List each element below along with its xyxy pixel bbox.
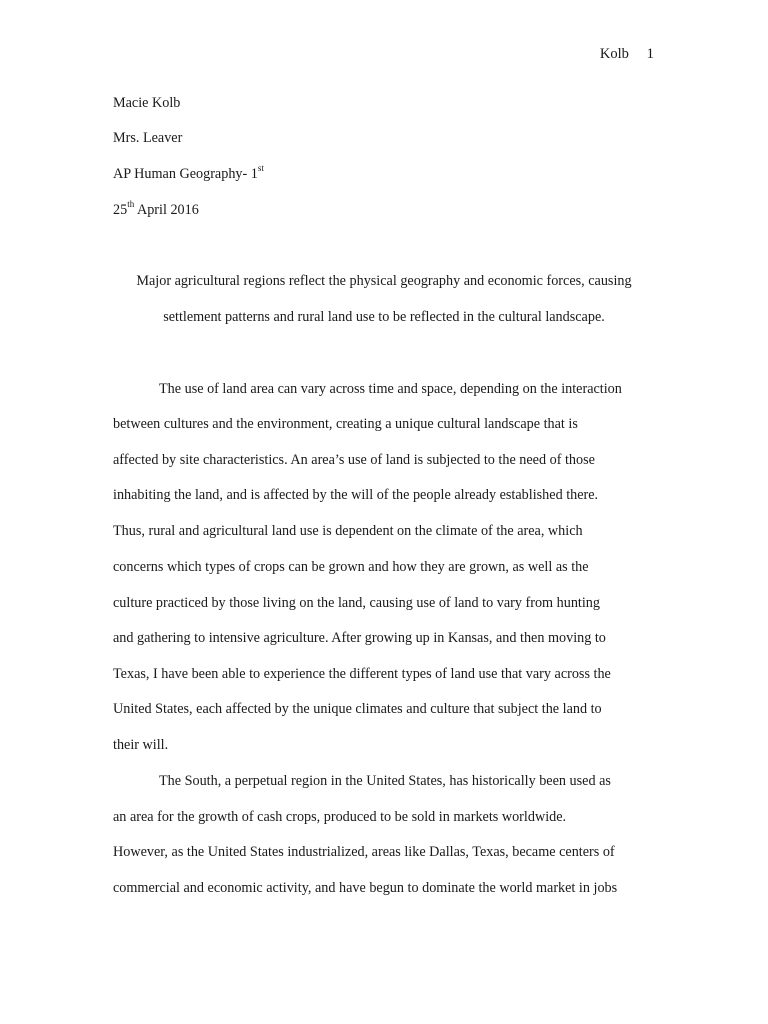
body-line: an area for the growth of cash crops, produced to be sold in markets worldwide.	[113, 809, 567, 825]
body-line: Thus, rural and agricultural land use is dependent on the climate of the area, which	[113, 523, 583, 539]
essay-title-line-1: Major agricultural regions reflect the physical geography and economic forces, causing	[136, 273, 632, 289]
teacher-name: Mrs. Leaver	[113, 130, 183, 146]
body-line: The use of land area can vary across time and space, depending on the interaction	[159, 381, 622, 397]
date-superscript: th	[127, 199, 135, 210]
body-line: concerns which types of crops can be grown and how they are grown, as well as the	[113, 559, 589, 575]
page-number: 1	[646, 46, 654, 62]
body-line: their will.	[113, 737, 169, 753]
body-line: However, as the United States industrialized, areas like Dallas, Texas, became centers of	[113, 844, 615, 860]
author-name: Macie Kolb	[113, 95, 181, 111]
course-text: AP Human Geography- 1	[113, 166, 258, 182]
body-line: and gathering to intensive agriculture. After growing up in Kansas, and then moving to	[113, 630, 606, 646]
body-line: United States, each affected by the unique climates and culture that subject the land to	[113, 701, 602, 717]
course-name	[113, 163, 264, 183]
body-line: culture practiced by those living on the land, causing use of land to vary from hunting	[113, 595, 600, 611]
running-head	[600, 46, 654, 63]
date-rest: April 2016	[134, 202, 199, 218]
course-superscript: st	[257, 163, 264, 174]
body-line: commercial and economic activity, and have begun to dominate the world market in jobs	[113, 880, 618, 896]
date-day: 25	[113, 202, 128, 218]
date-line	[113, 199, 199, 219]
essay-title-line-2: settlement patterns and rural land use to be reflected in the cultural landscape.	[163, 309, 605, 325]
running-head-surname: Kolb	[599, 46, 629, 62]
body-line: inhabiting the land, and is affected by the will of the people already established there.	[113, 487, 599, 503]
body-line: Texas, I have been able to experience the different types of land use that vary across the	[113, 666, 611, 682]
body-line: affected by site characteristics. An area’s use of land is subjected to the need of those	[113, 452, 595, 468]
body-line: between cultures and the environment, creating a unique cultural landscape that is	[113, 416, 578, 432]
body-line: The South, a perpetual region in the United States, has historically been used as	[159, 773, 611, 789]
